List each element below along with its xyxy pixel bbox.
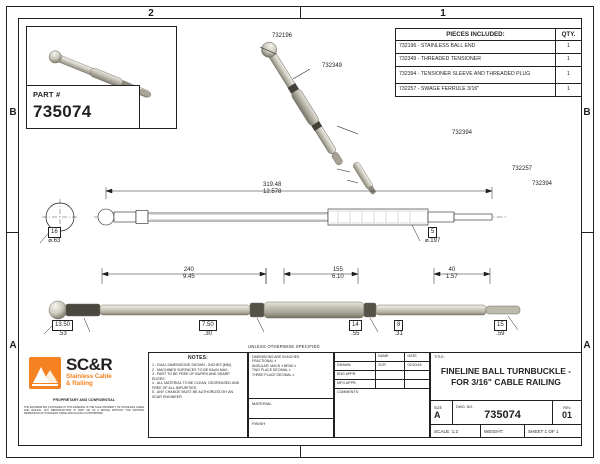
size-cell xyxy=(431,401,453,424)
dim-8-in: .31 xyxy=(394,330,403,337)
appr-role-eng: ENG APPR. xyxy=(335,371,376,379)
dim-750-in: .30 xyxy=(203,330,213,337)
zone-top-2: 2 xyxy=(148,8,154,19)
dim-1350-mm: 13.50 xyxy=(52,320,73,331)
notes-block xyxy=(148,352,248,438)
proprietary-label: PROPRIETARY AND CONFIDENTIAL xyxy=(53,398,115,402)
size-value: A xyxy=(434,409,441,420)
dim-750-mm: 7.50 xyxy=(199,320,217,331)
callout-732257: 732257 xyxy=(512,166,533,172)
callout-732349: 732349 xyxy=(322,63,343,69)
note-line-1: 1 . DUAL DIMENSIONS SHOWN - INCHES [MM]. xyxy=(152,363,232,368)
pieces-included-table xyxy=(395,28,582,97)
approvals-block xyxy=(334,352,430,438)
unless-specified-label: UNLESS OTHERWISE SPECIFIED xyxy=(248,344,320,349)
tolerance-lines xyxy=(249,353,333,399)
table-row xyxy=(335,380,429,389)
part-desc-1: 732196 - STAINLESS BALL END xyxy=(396,41,556,54)
dim-14 xyxy=(349,320,362,338)
part-qty-3: 1 xyxy=(556,67,582,84)
section-view xyxy=(38,185,538,255)
zone-tick-bottom xyxy=(300,446,301,458)
table-row xyxy=(335,389,429,429)
bubble-5 xyxy=(425,227,440,245)
bubble-5-in: ⌀.197 xyxy=(425,237,441,244)
disclaimer-text: THE INFORMATION CONTAINED IN THIS DRAWING IS THE SOLE PROPERTY OF STAINLESS CABLE AND RAILING. ANY REPRODUCTION IN PART OR AS A WHOLE WITHOUT THE WRITTEN PERMISSION OF STAINLESS CABLE AND RAILING IS PROHIBITED. xyxy=(24,406,144,416)
table-row xyxy=(335,371,429,380)
main-iso-assembly xyxy=(215,26,395,196)
tol-line-2: FRACTIONAL ± xyxy=(252,359,277,364)
part-desc-3: 732394 - TENSIONER SLEEVE AND THREADED PLUG xyxy=(396,67,556,84)
bubble-16 xyxy=(48,227,61,245)
logo-mark-icon xyxy=(28,356,62,390)
logo-line1: Stainless Cable xyxy=(66,373,112,380)
part-qty-2: 1 xyxy=(556,54,582,67)
appr-name-eng xyxy=(376,371,405,379)
appr-head-date: DATE xyxy=(407,354,417,358)
bottom-assembly-view xyxy=(38,262,538,352)
callout-732394-bottom: 732394 xyxy=(532,181,553,187)
part-number-label: PART # xyxy=(33,90,61,99)
appr-blank-head xyxy=(335,353,376,361)
drawing-title: FINELINE BALL TURNBUCKLE - FOR 3/16" CABLE RAILING xyxy=(431,353,581,401)
dim-155 xyxy=(332,267,344,281)
dim-15-in: .59 xyxy=(496,330,505,337)
part-qty-1: 1 xyxy=(556,41,582,54)
appr-name-drawn: SCR xyxy=(376,362,405,370)
bubble-5-mm: 5 xyxy=(428,227,437,238)
title-block xyxy=(430,352,582,438)
zone-tick-top xyxy=(300,6,301,18)
dim-1350-in: .53 xyxy=(58,330,67,337)
zone-right-a: A xyxy=(583,340,591,351)
logo-text xyxy=(66,356,112,387)
dim-15-mm: 15 xyxy=(494,320,507,331)
part-desc-2: 732349 - THREADED TENSIONER xyxy=(396,54,556,67)
zone-right-b: B xyxy=(583,107,591,118)
dim-40 xyxy=(446,267,458,281)
part-number-box xyxy=(26,85,140,129)
appr-head-name: NAME xyxy=(376,353,405,361)
callout-732394-top: 732394 xyxy=(452,130,473,136)
table-row xyxy=(396,67,582,84)
dwg-label: DWG. NO. xyxy=(456,404,474,409)
dim-overall-mm: 319.48 xyxy=(263,182,282,188)
tolerance-block xyxy=(248,352,334,438)
dim-15 xyxy=(494,320,507,338)
zone-left-a: A xyxy=(9,340,17,351)
notes-title: NOTES: xyxy=(187,355,209,361)
sheet-cell: SHEET 1 OF 1 xyxy=(528,428,559,434)
dim-40-mm: 40 xyxy=(448,267,456,273)
rev-cell xyxy=(553,401,581,424)
zone-tick-left xyxy=(6,232,18,233)
logo-line2: & Railing xyxy=(66,380,93,388)
note-line-2: 2 . MACHINED SURFACES TO BE 63uIN MAX. xyxy=(152,367,229,372)
appr-role-mfg: MFG APPR. xyxy=(335,380,376,388)
dwg-value: 735074 xyxy=(484,408,521,421)
dim-750 xyxy=(199,320,217,338)
dim-8-mm: 8 xyxy=(394,320,403,331)
size-label: SIZE xyxy=(434,405,442,410)
finish-row: FINISH xyxy=(252,421,266,426)
zone-top-1: 1 xyxy=(440,8,446,19)
material-row: MATERIAL xyxy=(249,399,333,419)
bubble-16-mm: 16 xyxy=(48,227,61,238)
logo-brand: SC&R xyxy=(66,355,113,374)
table-row xyxy=(396,54,582,67)
callout-732196: 732196 xyxy=(272,33,293,39)
appr-role-drawn: DRAWN xyxy=(335,362,376,370)
title-label: TITLE: xyxy=(434,355,445,359)
company-logo xyxy=(28,352,140,396)
appr-name-mfg xyxy=(376,380,405,388)
dim-overall xyxy=(263,182,281,196)
table-row xyxy=(396,41,582,54)
dim-240-mm: 240 xyxy=(183,267,194,273)
part-number-value: 735074 xyxy=(33,102,92,121)
dim-240 xyxy=(183,267,195,281)
dim-overall-in: 12.578 xyxy=(263,188,282,195)
dim-40-in: 1.57 xyxy=(446,273,458,280)
appr-date-mfg xyxy=(405,380,429,388)
dim-8 xyxy=(394,320,403,338)
table-row xyxy=(335,362,429,371)
dim-240-in: 9.45 xyxy=(183,273,195,280)
table-row xyxy=(396,84,582,97)
appr-date-drawn: 02/20/18 xyxy=(407,363,422,367)
parts-header-qty: QTY. xyxy=(556,29,582,41)
dim-155-mm: 155 xyxy=(332,267,343,273)
rev-label: REV xyxy=(563,405,571,410)
part-desc-4: 732257 - SWAGE FERRULE 3/16" xyxy=(396,84,556,97)
scale-cell: SCALE: 1:2 xyxy=(431,425,481,437)
note-line-3: 3 . PART TO BE FREE OF BURRS AND SHARP EDGES. xyxy=(152,372,230,381)
dim-14-mm: 14 xyxy=(349,320,362,331)
dwg-cell xyxy=(453,401,553,424)
dim-155-in: 6.10 xyxy=(332,273,344,280)
weight-cell: WEIGHT: xyxy=(481,425,525,437)
appr-comments: COMMENTS: xyxy=(337,390,359,394)
zone-tick-right xyxy=(582,232,594,233)
tol-line-1: DIMENSIONS ARE IN INCHES xyxy=(252,355,300,359)
appr-date-eng xyxy=(405,371,429,379)
tol-line-4: TWO PLACE DECIMAL ± xyxy=(252,368,291,373)
dim-14-in: .55 xyxy=(351,330,360,337)
tol-line-5: THREE PLACE DECIMAL ± xyxy=(252,372,295,377)
part-qty-4: 1 xyxy=(556,84,582,97)
bubble-16-in: ⌀.63 xyxy=(48,237,61,244)
dim-1350 xyxy=(52,320,73,338)
tol-line-3: ANGULAR: MACH ± BEND ± xyxy=(252,363,297,368)
note-line-4: 4 . ALL MATERIAL TO BE CLEAN, DEGREASED AND FREE OF ALL IMPURITIES. xyxy=(152,381,240,390)
parts-header-desc: PIECES INCLUDED: xyxy=(396,29,556,41)
note-line-5: 5 . ANY CHANGE MUST BE AUTHORIZED BY AN SC&R ENGINEER. xyxy=(152,390,234,399)
zone-left-b: B xyxy=(9,107,17,118)
rev-value: 01 xyxy=(561,409,572,420)
